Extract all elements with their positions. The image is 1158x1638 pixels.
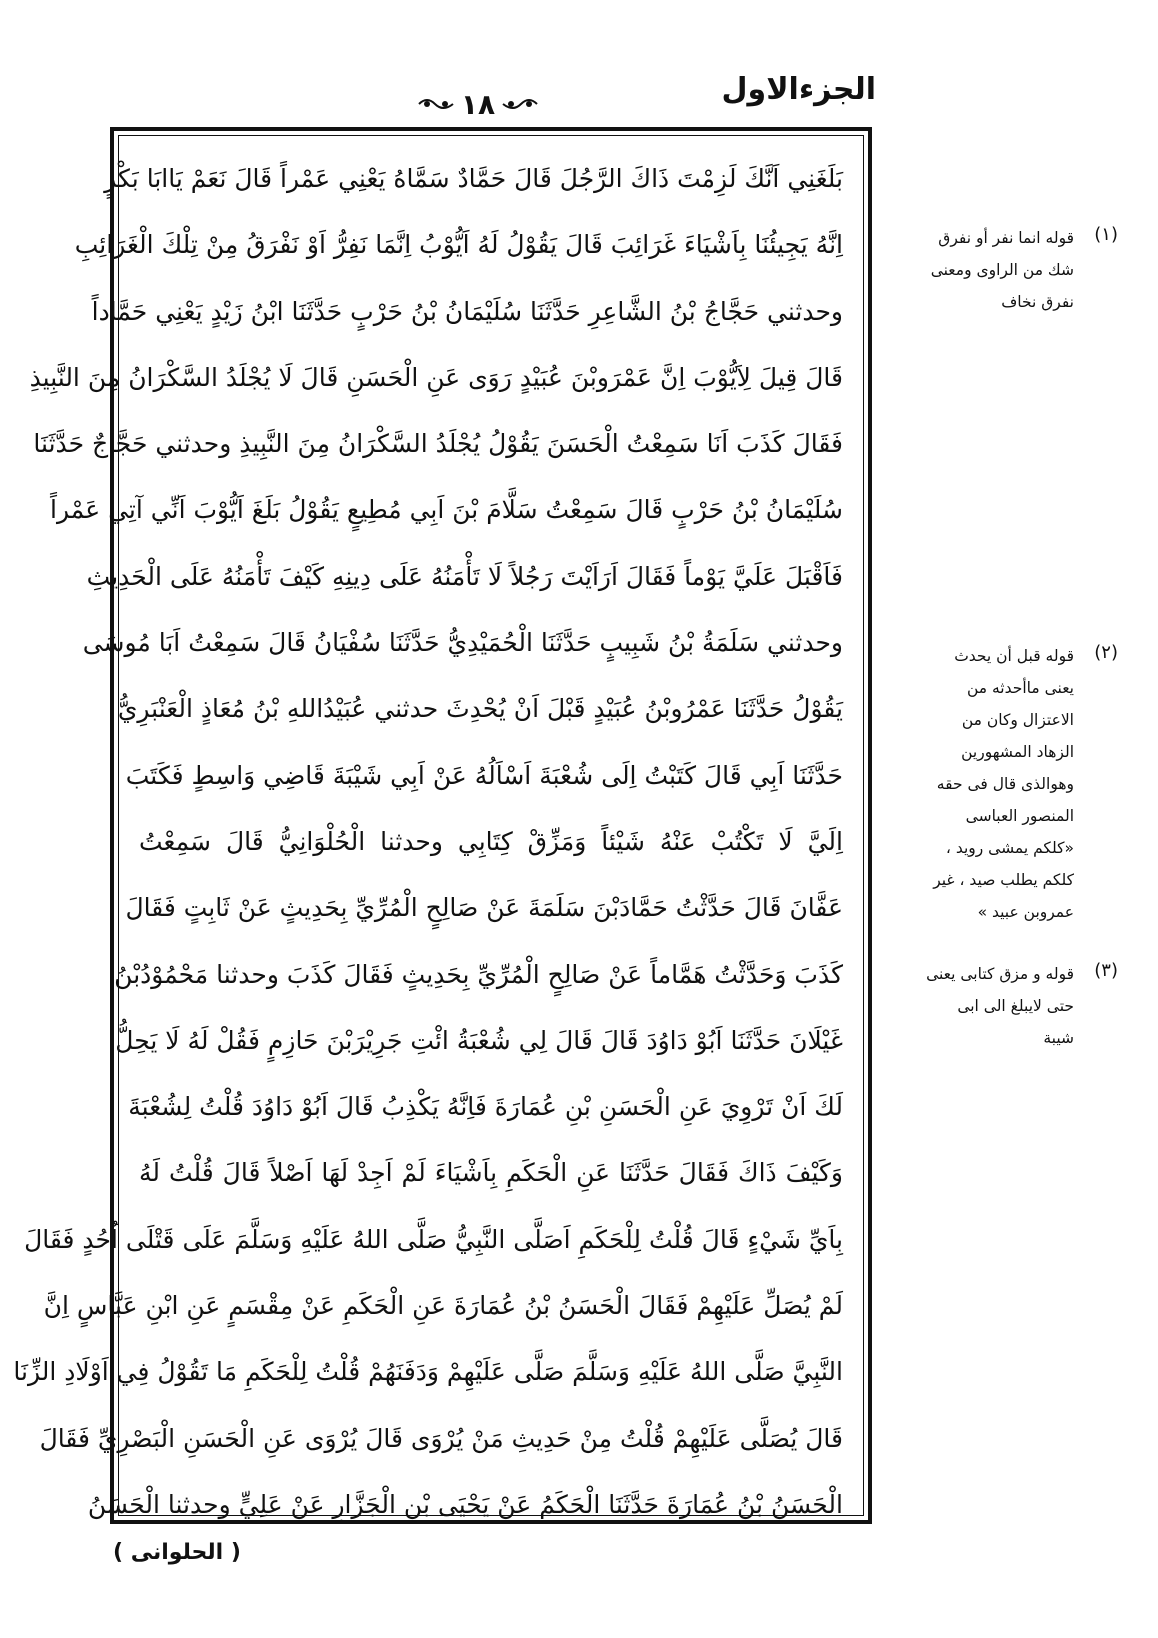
page-number: ١٨ xyxy=(460,87,496,121)
ornament-left-icon xyxy=(417,95,455,113)
text-line: لَمْ يُصَلِّ عَلَيْهِمْ فَقَالَ الْحَسَنُ بْنُ عُمَارَةَ عَنِ الْحَكَمِ عَنْ مِقْسَمٍ عَنِ ابْنِ عَبَّاسٍ اِنَّ xyxy=(43,1291,843,1321)
text-line: غَيْلَانَ حَدَّثَنَا اَبُوْ دَاوُدَ قَالَ قَالَ لِي شُعْبَةُ ائْتِ جَرِيْرَبْنَ حَازِمٍ فَقُلْ لَهُ لَا يَحِلُّ xyxy=(115,1025,843,1055)
text-line: لَكَ اَنْ تَرْوِيَ عَنِ الْحَسَنِ بْنِ عُمَارَةَ فَاِنَّهُ يَكْذِبُ قَالَ اَبُوْ دَاوُدَ قُلْتُ لِشُعْبَةَ xyxy=(128,1092,843,1122)
text-line: اِنَّهُ يَجِيئُنَا بِاَشْيَاءَ غَرَائِبَ قَالَ يَقُوْلُ لَهُ اَيُّوْبُ اِنَّمَا نَفِرُّ اَوْ نَفْرَقُ مِنْ تِلْكَ الْغَرَائِبِ xyxy=(74,230,843,260)
text-line: قَالَ قِيلَ لِاَيُّوْبَ اِنَّ عَمْرَوبْنَ عُبَيْدٍ رَوَى عَنِ الْحَسَنِ قَالَ لَا يُجْلَدُ السَّكْرَانُ مِنَ النَّبِيذِ xyxy=(29,362,843,392)
footnote-number: (۱) xyxy=(1094,224,1118,245)
footnote-text: قوله و مزق كتابى يعنى حتى لايبلغ الى ابى شيبة xyxy=(926,965,1074,1047)
page-number-block xyxy=(418,84,538,124)
footnote-2 xyxy=(888,640,1118,928)
catchword: ( الحلوانى ) xyxy=(113,1540,241,1565)
text-frame xyxy=(13,127,872,1524)
volume-title: الجزءالاول xyxy=(721,72,876,107)
text-line: اِلَيَّ لَا تَكْتُبْ عَنْهُ شَيْئاً وَمَزِّقْ كِتَابِي وحدثنا الْحُلْوَانِيُّ قَالَ سَمِعْتُ xyxy=(139,826,843,856)
text-line: فَقَالَ كَذَبَ اَنَا سَمِعْتُ الْحَسَنَ يَقُوْلُ يُجْلَدُ السَّكْرَانُ مِنَ النَّبِيذِ وحدثني حَجَّاجٌ حَدَّثَنَا xyxy=(33,429,843,459)
footnote-number: (۳) xyxy=(1094,960,1118,981)
footnote-text: قوله انما نفر أو نفرق شك من الراوى ومعنى نفرق نخاف xyxy=(930,229,1074,311)
footnote-number: (۲) xyxy=(1094,642,1118,663)
text-line: يَقُوْلُ حَدَّثَنَا عَمْرُوبْنُ عُبَيْدٍ قَبْلَ اَنْ يُحْدِثَ حدثني عُبَيْدُاللهِ بْنُ مُعَاذٍ الْعَنْبَرِيُّ xyxy=(117,694,843,724)
text-line: فَاَقْبَلَ عَلَيَّ يَوْماً فَقَالَ اَرَاَيْتَ رَجُلاً لَا تَأْمَنُهُ عَلَى دِينِهِ كَيْفَ تَأْمَنُهُ عَلَى الْحَدِيثِ xyxy=(86,561,843,591)
text-line: وَكَيْفَ ذَاكَ فَقَالَ حَدَّثَنَا عَنِ الْحَكَمِ بِاَشْيَاءَ لَمْ اَجِدْ لَهَا اَصْلاً قَالَ قُلْتُ لَهُ xyxy=(139,1158,843,1188)
text-line: سُلَيْمَانُ بْنُ حَرْبٍ قَالَ سَمِعْتُ سَلَّامَ بْنَ اَبِي مُطِيعٍ يَقُوْلُ بَلَغَ اَيُّوْبَ اَنِّي آتِي عَمْراً xyxy=(50,495,843,525)
footnote-1 xyxy=(888,222,1118,318)
footnote-3 xyxy=(888,958,1118,1054)
text-frame-inner xyxy=(13,135,864,1519)
text-line: بِاَيِّ شَيْءٍ قَالَ قُلْتُ لِلْحَكَمِ اَصَلَّى النَّبِيُّ صَلَّى اللهُ عَلَيْهِ وَسَلَّمَ عَلَى قَتْلَى اُحُدٍ فَقَالَ xyxy=(24,1224,843,1254)
text-line: وحدثني سَلَمَةُ بْنُ شَبِيبٍ حَدَّثَنَا الْحُمَيْدِيُّ حَدَّثَنَا سُفْيَانُ قَالَ سَمِعْتُ اَبَا مُوسَى xyxy=(82,628,843,658)
text-line: الْحَسَنُ بْنُ عُمَارَةَ حَدَّثَنَا الْحَكَمُ عَنْ يَحْيَى بْنِ الْجَزَّارِ عَنْ عَلِيٍّ وحدثنا الْحَسَنُ xyxy=(87,1489,843,1519)
text-line: وحدثني حَجَّاجُ بْنُ الشَّاعِرِ حَدَّثَنَا سُلَيْمَانُ بْنُ حَرْبٍ حَدَّثَنَا ابْنُ زَيْدٍ يَعْنِي حَمَّاداً xyxy=(91,296,843,326)
main-text xyxy=(13,146,843,1538)
ornament-right-icon xyxy=(501,95,539,113)
text-line: بَلَغَنِي اَنَّكَ لَزِمْتَ ذَاكَ الرَّجُلَ قَالَ حَمَّادٌ سَمَّاهُ يَعْنِي عَمْراً قَالَ نَعَمْ يَاابَا بَكْرٍ xyxy=(104,164,843,193)
text-line: كَذَبَ وَحَدَّثْتُ هَمَّاماً عَنْ صَالِحٍ الْمُرِّيِّ بِحَدِيثٍ فَقَالَ كَذَبَ وحدثنا مَحْمُوْدُبْنُ xyxy=(114,959,843,989)
text-line: النَّبِيَّ صَلَّى اللهُ عَلَيْهِ وَسَلَّمَ صَلَّى عَلَيْهِمْ وَدَفَنَهُمْ قُلْتُ لِلْحَكَمِ مَا تَقُوْلُ فِي اَوْلَادِ الزِّنَا xyxy=(13,1357,843,1387)
text-line: حَدَّثَنَا اَبِي قَالَ كَتَبْتُ اِلَى شُعْبَةَ اَسْاَلُهُ عَنْ اَبِي شَيْبَةَ قَاضِي وَاسِطٍ فَكَتَبَ xyxy=(125,760,843,790)
text-line: عَفَّانَ قَالَ حَدَّثْتُ حَمَّادَبْنَ سَلَمَةَ عَنْ صَالِحٍ الْمُرِّيِّ بِحَدِيثٍ عَنْ ثَابِتٍ فَقَالَ xyxy=(125,893,843,923)
footnote-text: قوله قبل أن يحدث يعنى ماأحدثه من الاعتزال وكان من الزهاد المشهورين وهوالذى قال فى حقه المنصور العباسى «كلكم يمشى رويد ، كلكم يطلب صيد ، غير عمروبن عبيد » xyxy=(933,647,1074,921)
text-line: قَالَ يُصَلَّى عَلَيْهِمْ قُلْتُ مِنْ حَدِيثِ مَنْ يُرْوَى قَالَ يُرْوَى عَنِ الْحَسَنِ الْبَصْرِيِّ فَقَالَ xyxy=(39,1423,843,1453)
